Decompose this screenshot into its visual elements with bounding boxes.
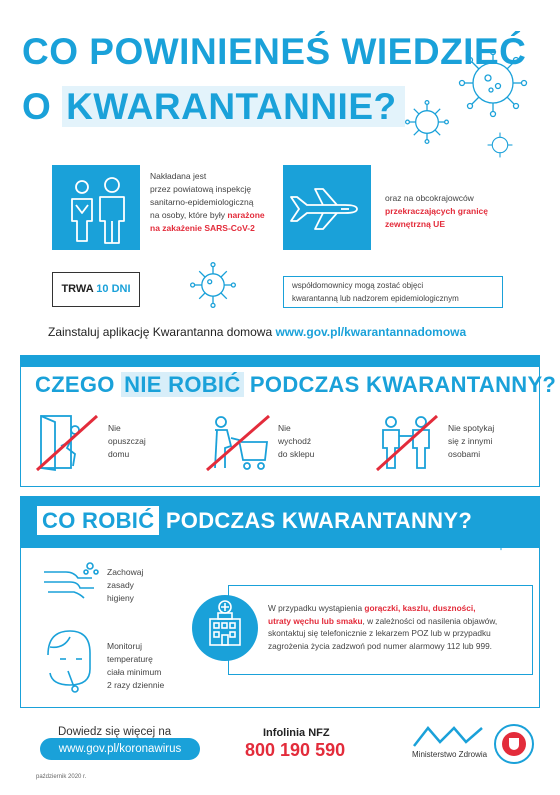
hotline-label: Infolinia NFZ bbox=[263, 727, 330, 739]
dont-section-title: CZEGO NIE ROBIĆ PODCZAS KWARANTANNY? bbox=[35, 372, 557, 397]
info-right-text: oraz na obcokrajowców przekraczających granicę zewnętrzną UE bbox=[385, 193, 489, 229]
dont-item-1-text: Nie opuszczaj domu bbox=[108, 423, 146, 459]
ministry-name: Ministerstwo Zdrowia bbox=[412, 750, 488, 759]
footer-url-link[interactable]: www.gov.pl/koronawirus bbox=[40, 738, 200, 760]
temperature-text: Monitoruj temperaturę ciała minimum 2 razy dziennie bbox=[107, 641, 165, 690]
dont-section-top-bar bbox=[20, 355, 540, 367]
info-left-text: Nakładana jest przez powiatową inspekcję sanitarno-epidemiologiczną na osoby, które były narażone na zakażenie SARS-CoV-2 bbox=[150, 171, 265, 233]
duration-badge: TRWA 10 DNI bbox=[52, 272, 140, 307]
thermometer-face-icon bbox=[40, 625, 100, 695]
page-title-line2 bbox=[22, 85, 405, 129]
dont-item-3-text: Nie spotykaj się z innymi osobami bbox=[448, 423, 495, 459]
page-title-line1: CO POWINIENEŚ WIEDZIEĆ bbox=[22, 31, 527, 72]
ministry-logo-icon bbox=[412, 724, 484, 748]
people-icon bbox=[52, 165, 140, 250]
hand-washing-icon bbox=[40, 558, 100, 604]
virus-icon bbox=[405, 100, 449, 144]
footer-more-label: Dowiedz się więcej na bbox=[58, 726, 172, 738]
do-title-highlight: CO ROBIĆ bbox=[37, 506, 159, 535]
airplane-icon bbox=[283, 165, 371, 250]
virus-icon bbox=[190, 262, 236, 308]
door-exit-icon bbox=[33, 412, 101, 472]
people-meeting-icon bbox=[373, 412, 441, 472]
dont-item-2-text: Nie wychodź do sklepu bbox=[278, 423, 315, 459]
people-icon-box bbox=[52, 165, 140, 250]
plane-icon-box bbox=[283, 165, 371, 250]
symptoms-text: W przypadku wystąpienia gorączki, kaszlu, duszności, utraty węchu lub smaku, w zależności od nasilenia objawów, skontaktuj się telefonicznie z lekarzem POZ lub w przypadku zagrożenia życia zadzwoń pod numer alarmowy 112 lub 999. bbox=[268, 603, 498, 651]
shopping-cart-icon bbox=[203, 412, 273, 472]
hospital-icon-circle bbox=[192, 595, 258, 661]
hospital-icon bbox=[192, 595, 258, 661]
hygiene-text: Zachowaj zasady higieny bbox=[107, 567, 144, 603]
household-note: współdomownicy mogą zostać objęci kwarantanną lub nadzorem epidemiologicznym bbox=[283, 276, 503, 308]
date-note: październik 2020 r. bbox=[36, 774, 87, 780]
title-prefix: O bbox=[22, 86, 63, 127]
sanitary-inspection-seal-icon bbox=[494, 724, 534, 764]
title-highlight: KWARANTANNIE? bbox=[62, 86, 405, 127]
app-install-line: Zainstaluj aplikację Kwarantanna domowa www.gov.pl/kwarantannadomowa bbox=[48, 325, 467, 339]
virus-icon bbox=[485, 130, 515, 160]
hotline-number[interactable]: 800 190 590 bbox=[245, 740, 346, 760]
app-link[interactable]: www.gov.pl/kwarantannadomowa bbox=[275, 325, 467, 339]
do-section-title: CO ROBIĆ PODCZAS KWARANTANNY? bbox=[37, 508, 472, 534]
